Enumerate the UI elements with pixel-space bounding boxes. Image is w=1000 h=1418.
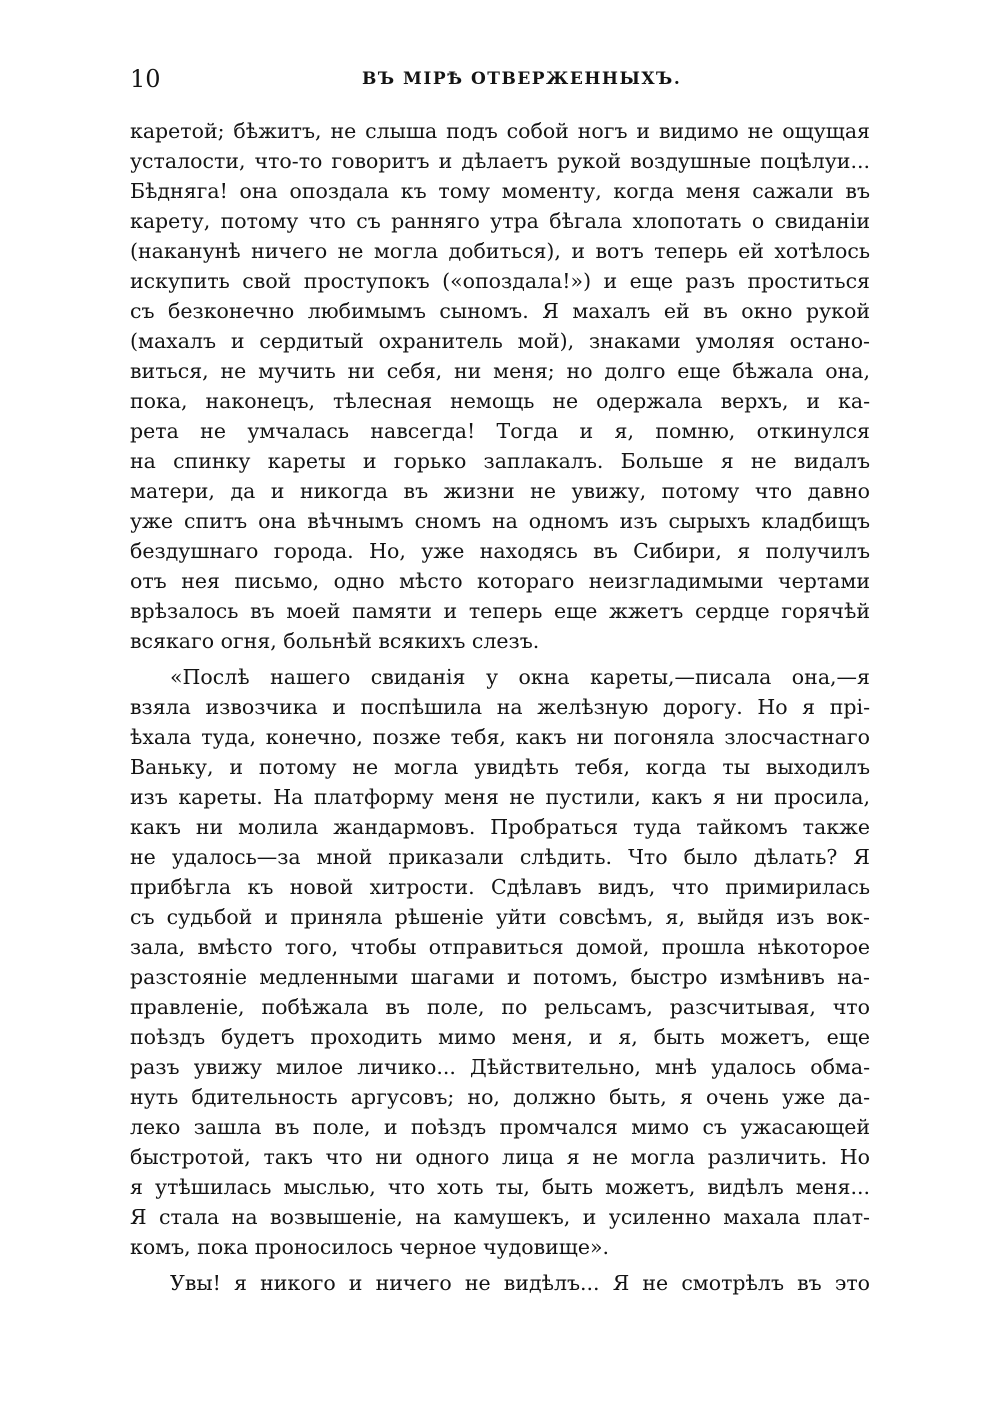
text-line: изъ кареты. На платформу меня не пустили, какъ я ни просила, (130, 785, 870, 809)
page-number: 10 (130, 65, 161, 93)
text-line: быстротой, такъ что ни одного лица я не могла различить. Но (130, 1145, 870, 1169)
text-line: врѣзалось въ моей памяти и теперь еще жжетъ сердце горячѣй (130, 599, 870, 623)
text-line: поѣздъ будетъ проходить мимо меня, и я, быть можетъ, еще (130, 1025, 870, 1049)
text-line: какъ ни молила жандармовъ. Пробраться туда тайкомъ также (130, 815, 870, 839)
text-line: всякаго огня, больнѣй всякихъ слезъ. (130, 629, 540, 653)
paragraph-1 (130, 116, 870, 656)
text-line: не удалось—за мной приказали слѣдить. Что было дѣлать? Я (130, 845, 870, 869)
text-line: комъ, пока проносилось черное чудовище». (130, 1235, 610, 1259)
text-line: рета не умчалась навсегда! Тогда и я, помню, откинулся (130, 419, 870, 443)
running-title: ВЪ МІРѢ ОТВЕРЖЕННЫХЪ. (362, 69, 682, 89)
text-line: зала, вмѣсто того, чтобы отправиться домой, прошла нѣкоторое (130, 935, 870, 959)
text-line: ѣхала туда, конечно, позже тебя, какъ ни погоняла злосчастнаго (130, 725, 870, 749)
paragraph-2-letter-quote (130, 662, 870, 1262)
text-line: (махалъ и сердитый охранитель мой), знаками умоляя остано- (130, 329, 870, 353)
text-line: на спинку кареты и горько заплакалъ. Больше я не видалъ (130, 449, 870, 473)
text-line: я утѣшилась мыслью, что хоть ты, быть можетъ, видѣлъ меня... (130, 1175, 870, 1199)
text-line: леко зашла въ поле, и поѣздъ промчался мимо съ ужасающей (130, 1115, 870, 1139)
text-line: съ безконечно любимымъ сыномъ. Я махалъ ей въ окно рукой (130, 299, 870, 323)
text-line: отъ нея письмо, одно мѣсто котораго неизгладимыми чертами (130, 569, 870, 593)
paragraph-3 (130, 1268, 870, 1298)
text-line: съ судьбой и приняла рѣшеніе уйти совсѣмъ, я, выйдя изъ вок- (130, 905, 870, 929)
text-line: Я стала на возвышеніе, на камушекъ, и усиленно махала плат- (130, 1205, 870, 1229)
text-line: (наканунѣ ничего не могла добиться), и вотъ теперь ей хотѣлось (130, 239, 870, 263)
text-line: нуть бдительность аргусовъ; но, должно быть, я очень уже да- (130, 1085, 870, 1109)
text-line: усталости, что-то говоритъ и дѣлаетъ рукой воздушные поцѣлуи... (130, 149, 870, 173)
text-line: Увы! я никого и ничего не видѣлъ... Я не смотрѣлъ въ это (170, 1271, 870, 1295)
text-line: уже спитъ она вѣчнымъ сномъ на одномъ изъ сырыхъ кладбищъ (130, 509, 870, 533)
text-line: каретой; бѣжитъ, не слыша подъ собой ногъ и видимо не ощущая (130, 119, 870, 143)
page-header (130, 62, 870, 96)
text-line: взяла извозчика и поспѣшила на желѣзную дорогу. Но я прі- (130, 695, 870, 719)
text-line: карету, потому что съ ранняго утра бѣгала хлопотать о свиданіи (130, 209, 870, 233)
text-line: бездушнаго города. Но, уже находясь въ Сибири, я получилъ (130, 539, 870, 563)
text-line: «Послѣ нашего свиданія у окна кареты,—писала она,—я (170, 665, 870, 689)
text-line: разъ увижу милое личико... Дѣйствительно, мнѣ удалось обма- (130, 1055, 870, 1079)
body-text (130, 116, 870, 1298)
text-line: Ваньку, и потому не могла увидѣть тебя, когда ты выходилъ (130, 755, 870, 779)
text-line: разстояніе медленными шагами и потомъ, быстро измѣнивъ на- (130, 965, 870, 989)
text-line: прибѣгла къ новой хитрости. Сдѣлавъ видъ, что примирилась (130, 875, 870, 899)
text-line: матери, да и никогда въ жизни не увижу, потому что давно (130, 479, 870, 503)
text-line: виться, не мучить ни себя, ни меня; но долго еще бѣжала она, (130, 359, 870, 383)
text-line: искупить свой проступокъ («опоздала!») и еще разъ проститься (130, 269, 870, 293)
text-line: пока, наконецъ, тѣлесная немощь не одержала верхъ, и ка- (130, 389, 870, 413)
text-line: правленіе, побѣжала въ поле, по рельсамъ, разсчитывая, что (130, 995, 870, 1019)
text-line: Бѣдняга! она опоздала къ тому моменту, когда меня сажали въ (130, 179, 870, 203)
